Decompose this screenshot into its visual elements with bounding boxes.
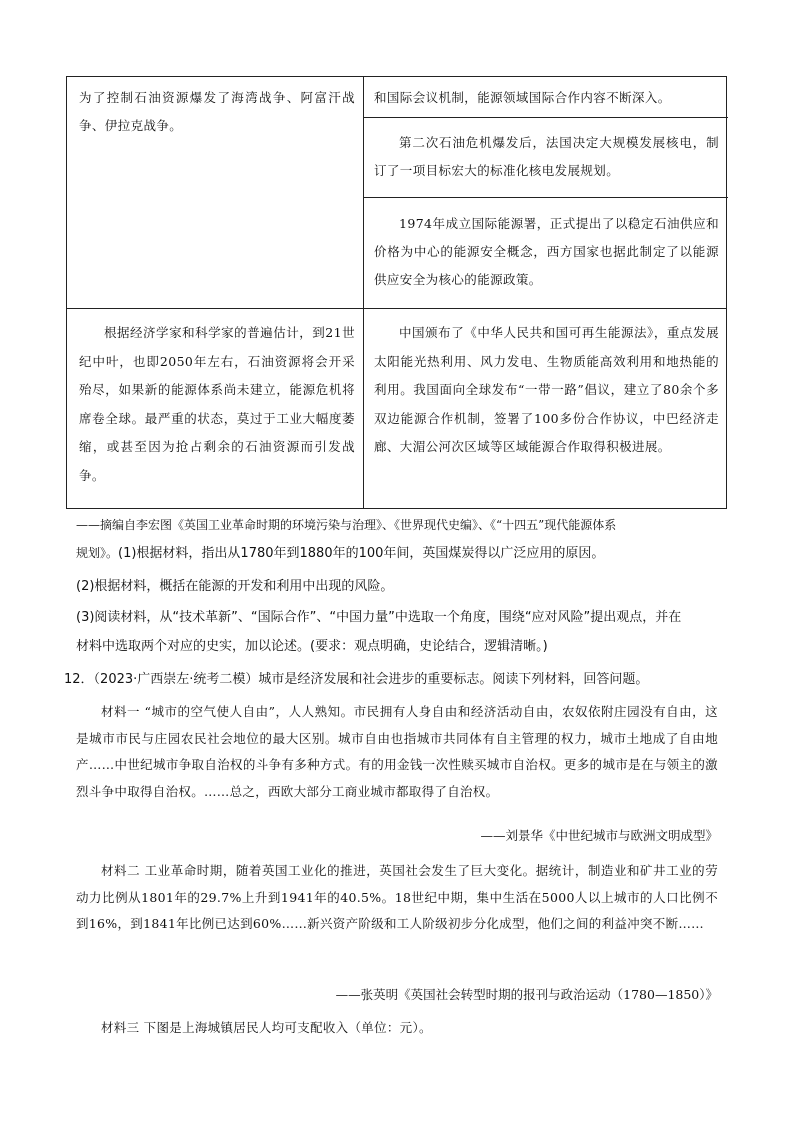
material-1-source: ——刘景华《中世纪城市与欧洲文明成型》	[480, 828, 718, 843]
material-2-source: ——张英明《英国社会转型时期的报刊与政治运动（1780—1850）》	[335, 987, 718, 1002]
question-12-heading: 12．（2023·广西崇左·统考二模）城市是经济发展和社会进步的重要标志。阅读下列材料，回答问题。	[64, 672, 649, 687]
table-column-divider	[363, 77, 364, 508]
table-cell-row1-left: 为了控制石油资源爆发了海湾战争、阿富汗战争、伊拉克战争。	[79, 90, 355, 133]
question-3-line2: 材料中选取两个对应的史实，加以论述。(要求：观点明确，史论结合，逻辑清晰。)	[76, 639, 548, 654]
table-cell-row2-right: 中国颁布了《中华人民共和国可再生能源法》，重点发展太阳能光热利用、风力发电、生物质能高效利用和地热能的利用。我国面向全球发布“一带一路”倡议，建立了80余个多双边能源合作机制，签署了100多份合作协议，中巴经济走廊、大湄公河次区域等区域能源合作取得积极进展。	[374, 325, 719, 454]
question-3-line1: (3)阅读材料，从“技术革新”、“国际合作”、“中国力量”中选取一个角度，围绕“应对风险”提出观点，并在	[76, 610, 682, 625]
table-divider-right-2	[363, 197, 728, 198]
table-row-divider	[67, 308, 726, 309]
source-citation-line1: ——摘编自李宏图《英国工业革命时期的环境污染与治理》、《世界现代史编》、《“十四五”现代能源体系	[76, 518, 617, 532]
table-cell-row1-right-b: 第二次石油危机爆发后，法国决定大规模发展核电，制订了一项目标宏大的标准化核电发展规划。	[374, 135, 719, 178]
table-cell-row2-left: 根据经济学家和科学家的普遍估计，到21世纪中叶，也即2050年左右，石油资源将会开采殆尽，如果新的能源体系尚未建立，能源危机将席卷全球。最严重的状态，莫过于工业大幅度萎缩，或甚至因为抢占剩余的石油资源而引发战争。	[79, 325, 355, 483]
source-citation-end: 规划》。	[76, 546, 119, 560]
table-divider-right-1	[363, 117, 728, 118]
question-2: (2)根据材料，概括在能源的开发和利用中出现的风险。	[76, 579, 394, 594]
material-2: 材料二 工业革命时期，随着英国工业化的推进，英国社会发生了巨大变化。据统计，制造业和矿井工业的劳动力比例从1801年的29.7%上升到1941年的40.5%。18世纪中期，集中生活在5000人以上城市的人口比例不到16%，到1841年比例已达到60%……新兴资产阶级和工人阶级初步分化成型，他们之间的利益冲突不断……	[76, 863, 718, 931]
table-cell-row1-right-c: 1974年成立国际能源署，正式提出了以稳定石油供应和价格为中心的能源安全概念，西方国家也据此制定了以能源供应安全为核心的能源政策。	[374, 216, 719, 287]
table-cell-row1-right-a: 和国际会议机制，能源领域国际合作内容不断深入。	[374, 90, 671, 105]
source-citation-line2	[76, 543, 604, 564]
question-1: (1)根据材料，指出从1780年到1880年的100年间，英国煤炭得以广泛应用的原因。	[118, 546, 605, 561]
material-table	[66, 76, 727, 509]
material-3: 材料三 下图是上海城镇居民人均可支配收入（单位：元）。	[101, 1020, 432, 1035]
material-1: 材料一 “城市的空气使人自由”，人人熟知。市民拥有人身自由和经济活动自由，农奴依附庄园没有自由，这是城市市民与庄园农民社会地位的最大区别。城市自由也指城市共同体有自主管理的权力，城市土地成了自由地产……中世纪城市争取自治权的斗争有多种方式。有的用金钱一次性赎买城市自治权。更多的城市是在与领主的激烈斗争中取得自治权。……总之，西欧大部分工商业城市都取得了自治权。	[76, 704, 718, 799]
